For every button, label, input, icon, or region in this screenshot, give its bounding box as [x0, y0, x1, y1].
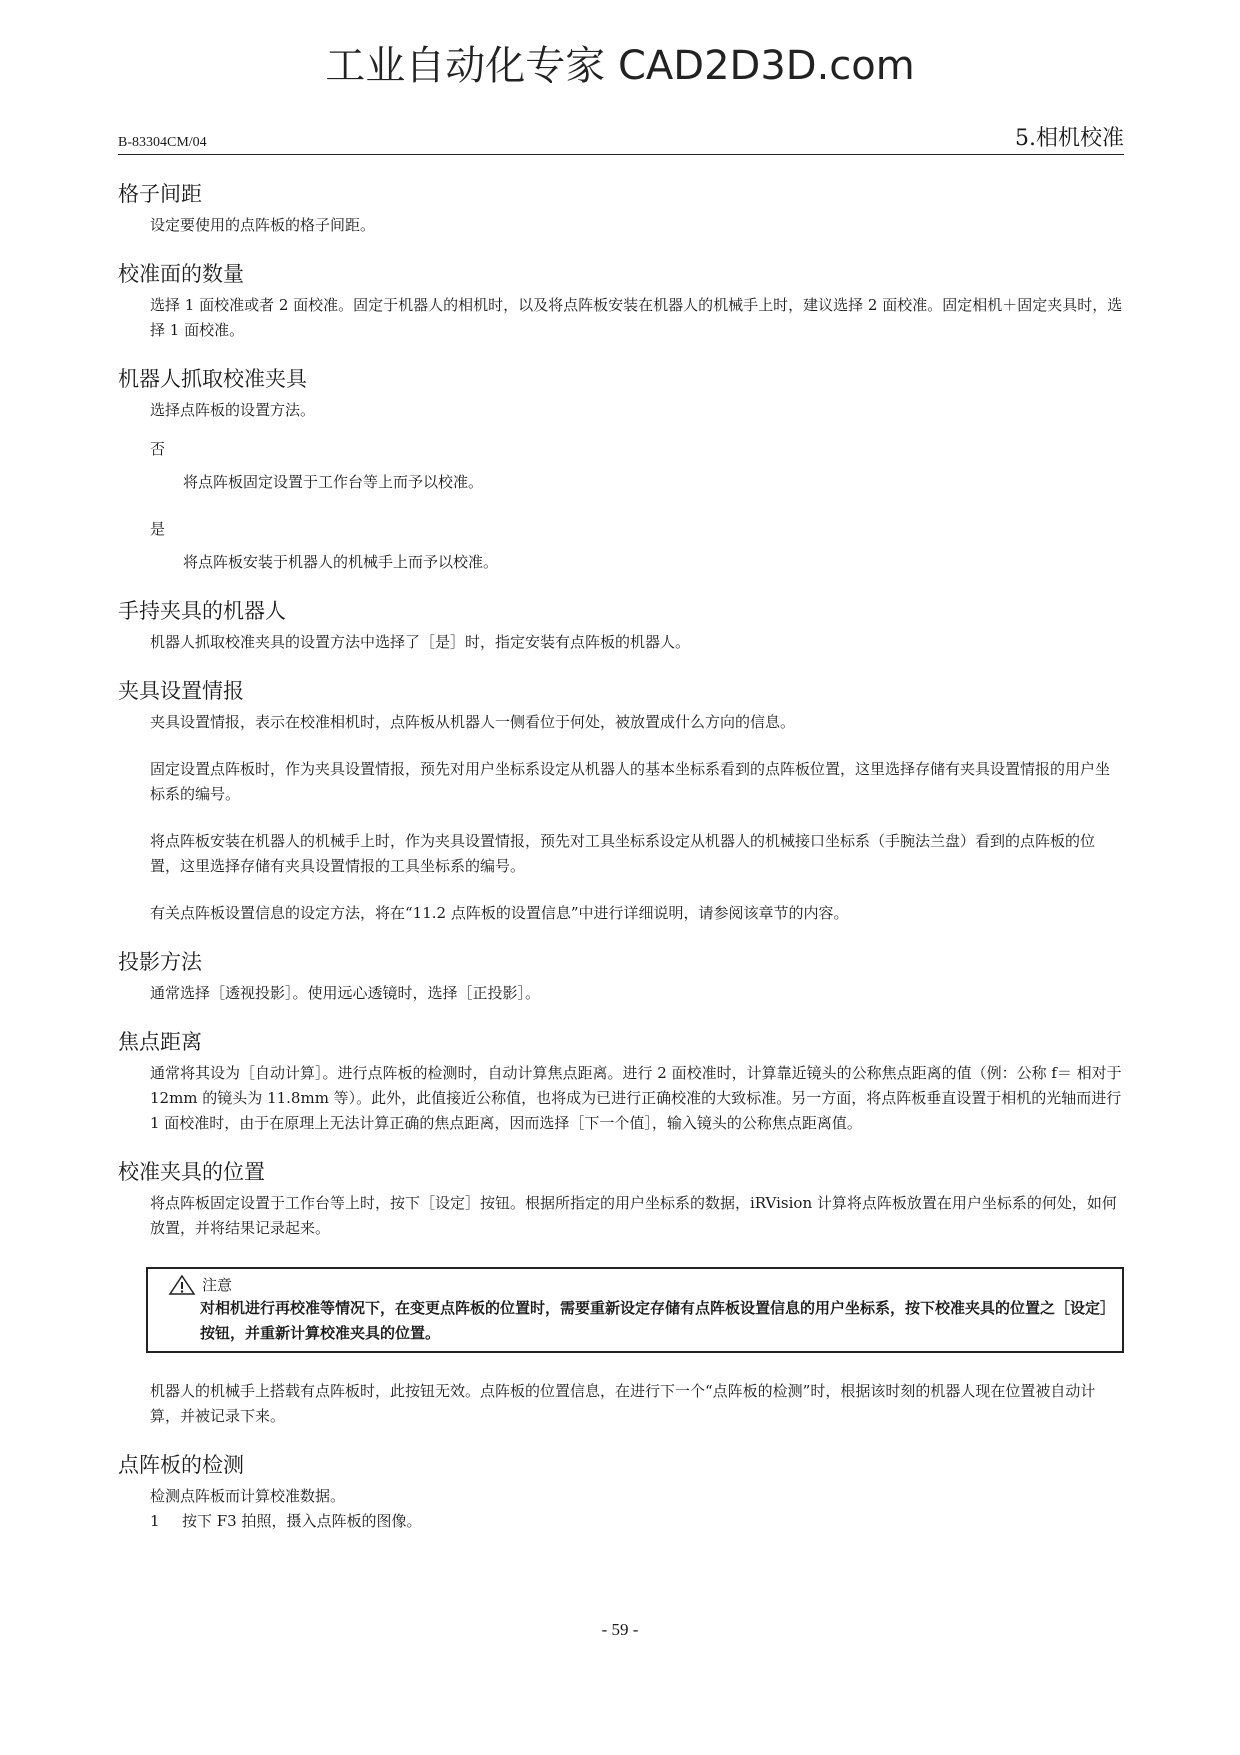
section-title: 手持夹具的机器人 [118, 599, 286, 623]
paragraph: 机器人的机械手上搭载有点阵板时，此按钮无效。点阵板的位置信息，在进行下一个“点阵板的检测”时，根据该时刻的机器人现在位置被自动计算，并被记录下来。 [150, 1382, 1096, 1425]
section-title: 校准面的数量 [118, 262, 244, 286]
caution-box [146, 1267, 1124, 1353]
section-title: 投影方法 [118, 950, 202, 974]
caution-text: 对相机进行再校准等情况下，在变更点阵板的位置时，需要重新设定存储有点阵板设置信息的用户坐标系，按下校准夹具的位置之［设定］按钮，并重新计算校准夹具的位置。 [200, 1299, 1108, 1342]
section-title: 焦点距离 [118, 1030, 202, 1054]
step-number: 1 [150, 1512, 160, 1530]
section-fixture-info [118, 677, 1124, 926]
paragraph: 将点阵板安装在机器人的机械手上时，作为夹具设置情报，预先对工具坐标系设定从机器人的机械接口坐标系（手腕法兰盘）看到的点阵板的位置，这里选择存储有夹具设置情报的工具坐标系的编号。 [150, 832, 1096, 875]
section-num-planes [118, 260, 1124, 343]
paragraph: 检测点阵板而计算校准数据。 [150, 1487, 346, 1505]
paragraph: 固定设置点阵板时，作为夹具设置情报，预先对用户坐标系设定从机器人的基本坐标系看到的点阵板位置，这里选择存储有夹具设置情报的用户坐标系的编号。 [150, 760, 1111, 803]
option-no-description: 将点阵板固定设置于工作台等上而予以校准。 [183, 473, 484, 491]
section-grid-spacing [118, 180, 1124, 238]
section-title: 夹具设置情报 [118, 679, 244, 703]
page-number: - 59 - [601, 1620, 639, 1639]
caution-title: 注意 [202, 1276, 233, 1294]
paragraph: 通常将其设为［自动计算］。进行点阵板的检测时，自动计算焦点距离。进行 2 面校准时，计算靠近镜头的公称焦点距离的值（例：公称 f＝ 相对于 12mm 的镜头为 11.8mm 等）。此外，此值接近公称值，也将成为已进行正确校准的大致标准。另一方面，将点阵板垂直设置于相机的光轴而进行 1 面校准时，由于在原理上无法计算正确的焦点距离，因而选择［下一个值］，输入镜头的公称焦点距离值。 [150, 1064, 1122, 1132]
section-robot-grab [118, 365, 1124, 575]
paragraph: 设定要使用的点阵板的格子间距。 [150, 216, 376, 234]
paragraph: 有关点阵板设置信息的设定方法，将在“11.2 点阵板的设置信息”中进行详细说明，请参阅该章节的内容。 [150, 904, 849, 922]
section-projection [118, 948, 1124, 1006]
chapter-title: 5.相机校准 [1015, 126, 1124, 151]
document-id: B-83304CM/04 [118, 135, 207, 150]
section-robot-holding [118, 597, 1124, 655]
section-title: 机器人抓取校准夹具 [118, 367, 307, 391]
page-content [118, 180, 1124, 1556]
step-item [118, 1509, 1124, 1534]
option-yes-description: 将点阵板安装于机器人的机械手上而予以校准。 [183, 553, 499, 571]
section-fixture-position [118, 1158, 1124, 1429]
section-detection [118, 1451, 1124, 1534]
paragraph: 将点阵板固定设置于工作台等上时，按下［设定］按钮。根据所指定的用户坐标系的数据，iRVision 计算将点阵板放置在用户坐标系的何处，如何放置，并将结果记录起来。 [150, 1194, 1117, 1237]
section-title: 点阵板的检测 [118, 1453, 244, 1477]
paragraph: 通常选择［透视投影］。使用远心透镜时，选择［正投影］。 [150, 984, 541, 1002]
paragraph: 选择点阵板的设置方法。 [150, 401, 316, 419]
section-title: 格子间距 [118, 182, 202, 206]
caution-header [168, 1274, 1112, 1296]
section-title: 校准夹具的位置 [118, 1160, 265, 1184]
paragraph: 夹具设置情报，表示在校准相机时，点阵板从机器人一侧看位于何处，被放置成什么方向的信息。 [150, 713, 796, 731]
paragraph: 机器人抓取校准夹具的设置方法中选择了［是］时，指定安装有点阵板的机器人。 [150, 633, 691, 651]
option-no-label: 否 [150, 440, 166, 458]
warning-triangle-icon [168, 1274, 196, 1296]
page-header [118, 124, 1124, 155]
watermark-text: 工业自动化专家 CAD2D3D.com [325, 43, 915, 89]
option-yes-label: 是 [150, 520, 166, 538]
paragraph: 选择 1 面校准或者 2 面校准。固定于机器人的相机时，以及将点阵板安装在机器人的机械手上时，建议选择 2 面校准。固定相机＋固定夹具时，选择 1 面校准。 [150, 296, 1123, 339]
section-focal-distance [118, 1028, 1124, 1136]
step-text: 按下 F3 拍照，摄入点阵板的图像。 [182, 1512, 422, 1530]
